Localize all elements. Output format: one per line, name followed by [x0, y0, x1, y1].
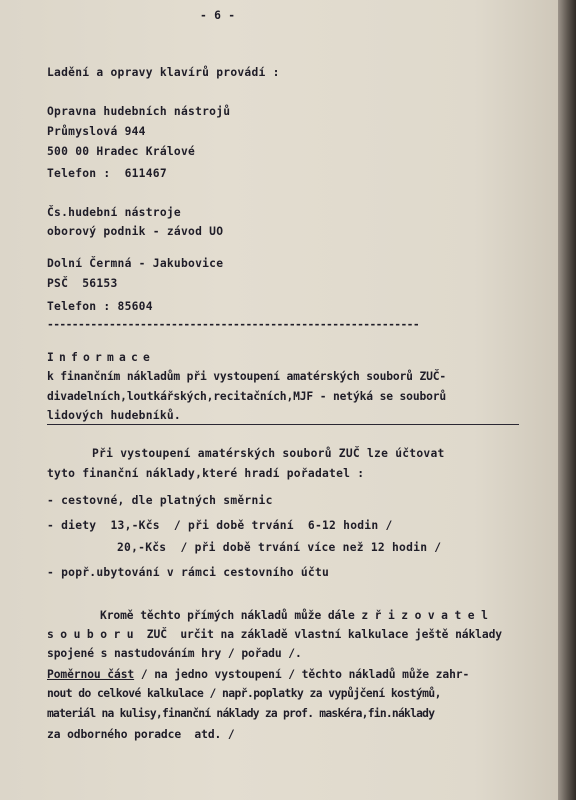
addr1-phone: Telefon : 611467: [47, 167, 167, 180]
info-line-3: lidových hudebníků.: [47, 409, 181, 422]
para2-line-2: [47, 628, 502, 642]
addr2-phone: Telefon : 85604: [47, 300, 153, 313]
para2-line-4: [47, 668, 469, 682]
para2-line-4-text: / na jedno vystoupení / těchto nákladů může zahr-: [134, 668, 470, 681]
souboru-spaced: souboru: [47, 628, 141, 641]
binding-gutter: [558, 0, 576, 800]
addr2-unit: oborový podnik - závod UO: [47, 225, 224, 238]
info-title: Informace: [47, 351, 156, 364]
page-number: - 6 -: [200, 9, 236, 22]
zrizovatel-spaced: zřizovatel: [361, 609, 495, 622]
para1-line-2: tyto finanční náklady,které hradí pořadatel :: [47, 467, 365, 480]
dashed-separator: ------------------------------------------------------------: [47, 320, 420, 330]
item-travel: - cestovné, dle platných směrnic: [47, 494, 273, 507]
info-line-1: k finančním nákladům při vystoupení amatérských souborů ZUČ-: [47, 370, 447, 383]
para2-line-7: za odborného poradce atd. /: [47, 728, 235, 741]
addr1-name: Opravna hudebních nástrojů: [47, 105, 231, 118]
info-line-2: divadelních,loutkářských,recitačních,MJF - netýká se souborů: [47, 390, 447, 403]
item-lodging: - popř.ubytování v rámci cestovního účtu: [47, 566, 330, 579]
para2-line-1: [100, 609, 494, 623]
para2-line-3: spojené s nastudováním hry / pořadu /.: [47, 647, 302, 660]
addr2-psc: PSČ 56153: [47, 277, 118, 290]
para2-line-2-text: ZUČ určit na základě vlastní kalkulace ještě náklady: [140, 628, 502, 641]
info-underline: [47, 424, 519, 425]
para2-line-1-text: Kromě těchto přímých nákladů může dále: [100, 609, 362, 622]
pomernou-cast: Poměrnou část: [47, 668, 135, 681]
item-diety-2: 20,-Kčs / při době trvání více než 12 hodin /: [117, 541, 442, 554]
para2-line-5: nout do celkové kalkulace / např.poplatky za vypůjčení kostýmů,: [47, 687, 441, 700]
addr2-city: Dolní Čermná - Jakubovice: [47, 257, 224, 270]
heading: Ladění a opravy klavírů provádí :: [47, 66, 280, 79]
addr2-name: Čs.hudební nástroje: [47, 206, 181, 219]
para2-line-6: materiál na kulisy,finanční náklady za prof. maskéra,fin.náklady: [47, 707, 435, 720]
item-diety-1: - diety 13,-Kčs / při době trvání 6-12 hodin /: [47, 519, 393, 532]
para1-line-1: Při vystoupení amatérských souborů ZUČ lze účtovat: [92, 447, 445, 460]
addr1-street: Průmyslová 944: [47, 125, 146, 138]
addr1-city: 500 00 Hradec Králové: [47, 145, 196, 158]
